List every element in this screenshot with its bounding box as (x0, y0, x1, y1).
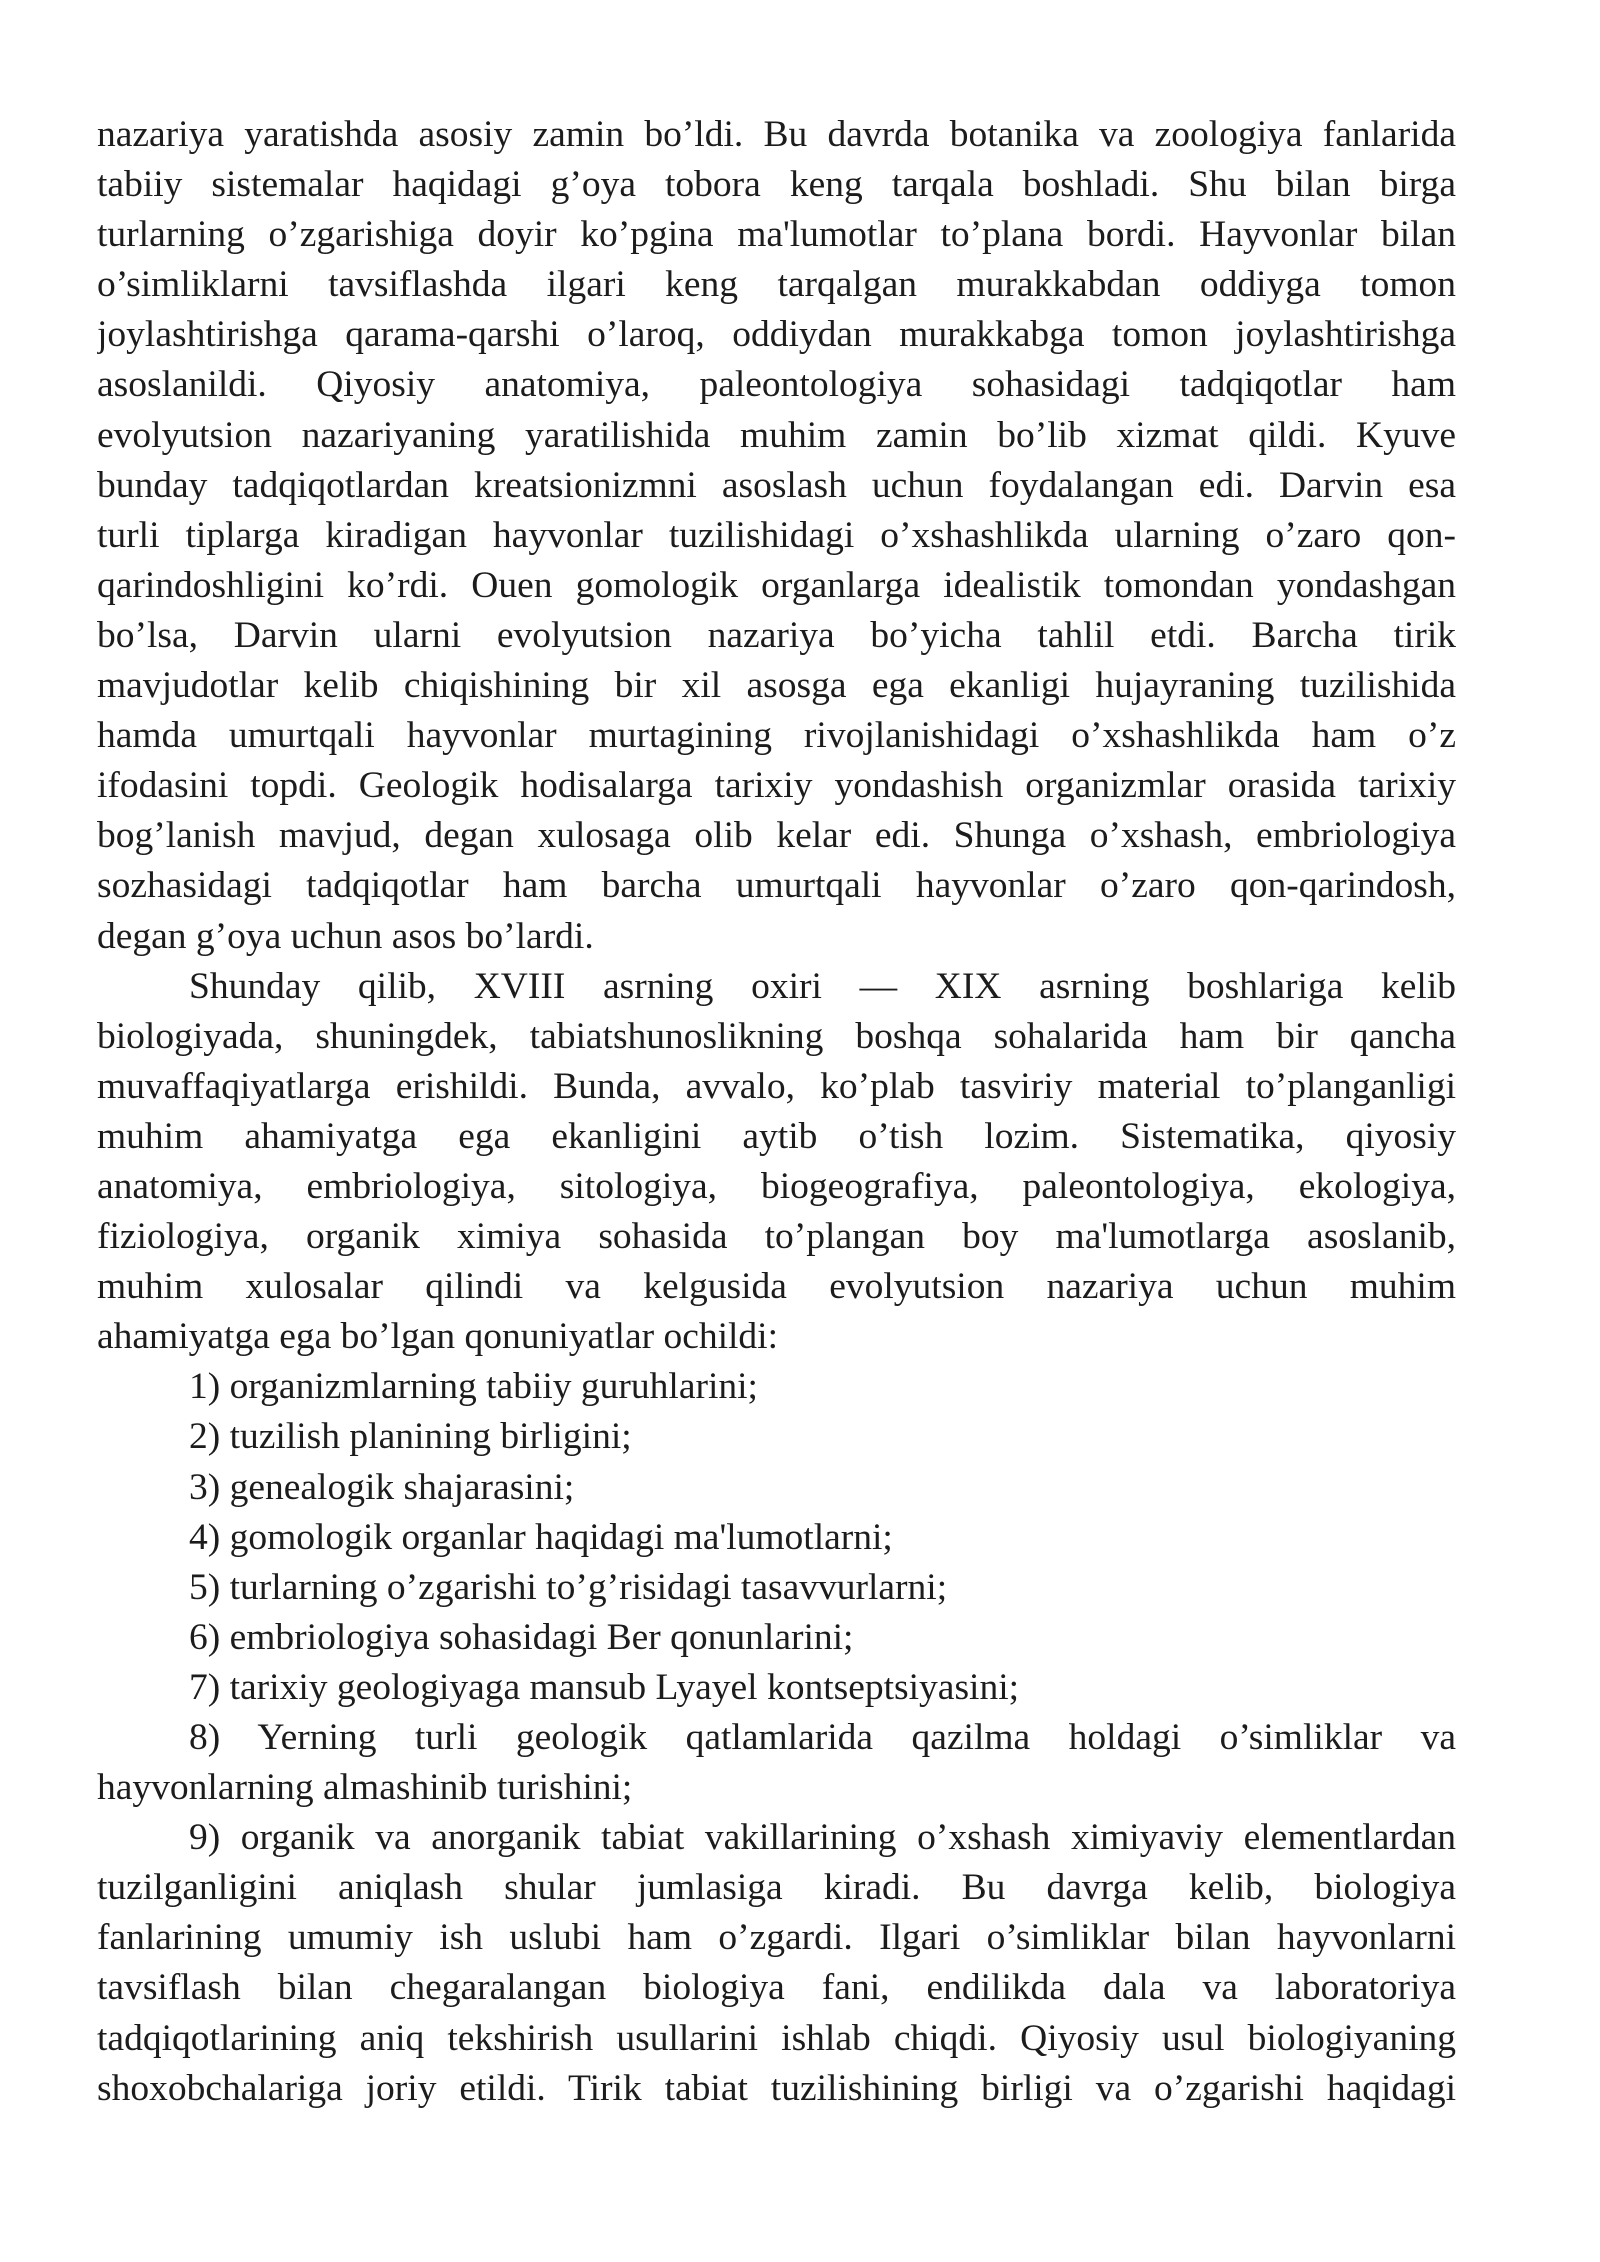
text-line: joylashtirishga qarama-qarshi o’laroq, oddiydan murakkabga tomon joylashtirishga (97, 314, 1456, 356)
paragraph (97, 110, 1456, 962)
text-line: qarindoshligini ko’rdi. Ouen gomologik organlarga idealistik tomondan yondashgan (97, 564, 1456, 606)
text-line: evolyutsion nazariyaning yaratilishida muhim zamin bo’lib xizmat qildi. Kyuve (97, 414, 1456, 456)
document-body (97, 110, 1456, 2114)
list-item (97, 1513, 1456, 1563)
text-line: degan g’oya uchun asos bo’lardi. (97, 915, 594, 957)
text-line: tavsiflash bilan chegaralangan biologiya fani, endilikda dala va laboratoriya (97, 1967, 1456, 2009)
text-line: fanlarining umumiy ish uslubi ham o’zgardi. Ilgari o’simliklar bilan hayvonlarni (97, 1917, 1456, 1959)
text-line: turli tiplarga kiradigan hayvonlar tuzilishidagi o’xshashlikda ularning o’zaro qon- (97, 514, 1456, 556)
text-line: hayvonlarning almashinib turishini; (97, 1767, 633, 1809)
text-line: tuzilganligini aniqlash shular jumlasiga kiradi. Bu davrga kelib, biologiya (97, 1867, 1456, 1909)
text-line: turlarning o’zgarishiga doyir ko’pgina ma'lumotlar to’plana bordi. Hayvonlar bilan (97, 214, 1456, 256)
text-line: muhim xulosalar qilindi va kelgusida evolyutsion nazariya uchun muhim (97, 1266, 1456, 1308)
text-line: Shunday qilib, XVIII asrning oxiri — XIX asrning boshlariga kelib (189, 965, 1456, 1007)
text-line: biologiyada, shuningdek, tabiatshunoslikning boshqa sohalarida ham bir qancha (97, 1015, 1456, 1057)
text-line: 6) embriologiya sohasidagi Ber qonunlarini; (189, 1616, 854, 1658)
text-line: 9) organik va anorganik tabiat vakillarining o’xshash ximiyaviy elementlardan (189, 1817, 1456, 1859)
text-line: 3) genealogik shajarasini; (189, 1466, 575, 1508)
text-line: anatomiya, embriologiya, sitologiya, biogeografiya, paleontologiya, ekologiya, (97, 1165, 1456, 1207)
text-line: nazariya yaratishda asosiy zamin bo’ldi. Bu davrda botanika va zoologiya fanlarida (97, 114, 1456, 155)
list-item (97, 1463, 1456, 1513)
text-line: ifodasini topdi. Geologik hodisalarga tarixiy yondashish organizmlar orasida tarixiy (97, 765, 1456, 807)
text-line: sozhasidagi tadqiqotlar ham barcha umurtqali hayvonlar o’zaro qon-qarindosh, (97, 865, 1456, 907)
list-item (97, 1412, 1456, 1462)
text-line: hamda umurtqali hayvonlar murtagining rivojlanishidagi o’xshashlikda ham o’z (97, 715, 1456, 757)
text-line: o’simliklarni tavsiflashda ilgari keng tarqalgan murakkabdan oddiyga tomon (97, 264, 1456, 306)
text-line: bunday tadqiqotlardan kreatsionizmni asoslash uchun foydalangan edi. Darvin esa (97, 464, 1456, 506)
text-line: 5) turlarning o’zgarishi to’g’risidagi tasavvurlarni; (189, 1566, 948, 1608)
text-line: 2) tuzilish planining birligini; (189, 1416, 632, 1458)
text-line: 8) Yerning turli geologik qatlamlarida qazilma holdagi o’simliklar va (189, 1717, 1456, 1758)
list-item (97, 1813, 1456, 2114)
list-item (97, 1563, 1456, 1613)
text-line: mavjudotlar kelib chiqishining bir xil asosga ega ekanligi hujayraning tuzilishida (97, 665, 1456, 707)
text-line: shoxobchalariga joriy etildi. Tirik tabiat tuzilishining birligi va o’zgarishi haqidagi (97, 2067, 1456, 2109)
text-line: 4) gomologik organlar haqidagi ma'lumotlarni; (189, 1516, 893, 1558)
text-line: bog’lanish mavjud, degan xulosaga olib kelar edi. Shunga o’xshash, embriologiya (97, 815, 1456, 857)
list-item (97, 1663, 1456, 1713)
list-item (97, 1613, 1456, 1663)
text-line: bo’lsa, Darvin ularni evolyutsion nazariya bo’yicha tahlil etdi. Barcha tirik (97, 614, 1456, 656)
text-line: muhim ahamiyatga ega ekanligini aytib o’tish lozim. Sistematika, qiyosiy (97, 1115, 1456, 1157)
list-item (97, 1362, 1456, 1412)
numbered-list (97, 1362, 1456, 2113)
text-line: ahamiyatga ega bo’lgan qonuniyatlar ochildi: (97, 1316, 779, 1358)
text-line: fiziologiya, organik ximiya sohasida to’plangan boy ma'lumotlarga asoslanib, (97, 1216, 1456, 1258)
text-line: tabiiy sistemalar haqidagi g’oya tobora keng tarqala boshladi. Shu bilan birga (97, 164, 1456, 206)
text-line: 7) tarixiy geologiyaga mansub Lyayel kontseptsiyasini; (189, 1666, 1020, 1708)
text-line: tadqiqotlarining aniq tekshirish usullarini ishlab chiqdi. Qiyosiy usul biologiyaning (97, 2017, 1456, 2059)
list-item (97, 1713, 1456, 1813)
text-line: 1) organizmlarning tabiiy guruhlarini; (189, 1366, 758, 1408)
text-line: muvaffaqiyatlarga erishildi. Bunda, avvalo, ko’plab tasviriy material to’planganligi (97, 1065, 1456, 1107)
text-line: asoslanildi. Qiyosiy anatomiya, paleontologiya sohasidagi tadqiqotlar ham (97, 364, 1456, 406)
paragraph (97, 962, 1456, 1363)
